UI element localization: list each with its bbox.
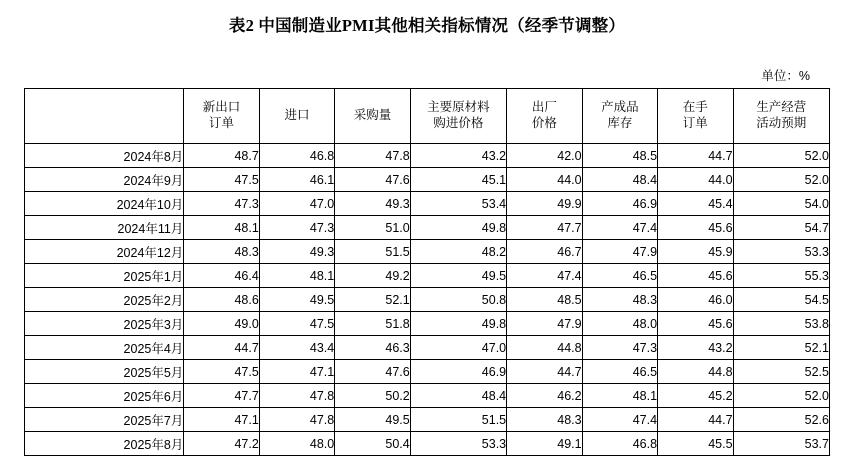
table-cell-value: 46.5 bbox=[582, 264, 657, 288]
table-cell-value: 48.1 bbox=[582, 384, 657, 408]
table-cell-value: 49.5 bbox=[410, 264, 506, 288]
table-cell-value: 48.3 bbox=[582, 288, 657, 312]
table-row bbox=[25, 168, 830, 192]
table-cell-value: 52.0 bbox=[733, 144, 829, 168]
table-cell-value: 47.6 bbox=[335, 360, 410, 384]
column-header-finished-goods-inventory: 产成品 库存 bbox=[582, 89, 657, 144]
table-cell-value: 44.7 bbox=[658, 144, 733, 168]
row-label-month: 2025年5月 bbox=[25, 360, 184, 384]
table-row bbox=[25, 312, 830, 336]
table-cell-value: 51.5 bbox=[410, 408, 506, 432]
table-cell-value: 45.6 bbox=[658, 216, 733, 240]
table-cell-value: 44.7 bbox=[658, 408, 733, 432]
table-row bbox=[25, 384, 830, 408]
table-cell-value: 50.8 bbox=[410, 288, 506, 312]
table-cell-value: 52.0 bbox=[733, 384, 829, 408]
table-cell-value: 45.4 bbox=[658, 192, 733, 216]
row-label-month: 2025年1月 bbox=[25, 264, 184, 288]
table-cell-value: 51.5 bbox=[335, 240, 410, 264]
table-cell-value: 50.2 bbox=[335, 384, 410, 408]
table-cell-value: 45.2 bbox=[658, 384, 733, 408]
table-row bbox=[25, 216, 830, 240]
table-cell-value: 55.3 bbox=[733, 264, 829, 288]
table-cell-value: 45.6 bbox=[658, 264, 733, 288]
table-cell-value: 48.5 bbox=[507, 288, 582, 312]
table-cell-value: 47.1 bbox=[184, 408, 259, 432]
table-cell-value: 47.7 bbox=[507, 216, 582, 240]
column-header-output-prices: 出厂 价格 bbox=[507, 89, 582, 144]
table-cell-value: 54.7 bbox=[733, 216, 829, 240]
table-header-row bbox=[25, 89, 830, 144]
table-row bbox=[25, 360, 830, 384]
table-cell-value: 49.5 bbox=[259, 288, 334, 312]
table-cell-value: 44.7 bbox=[184, 336, 259, 360]
table-cell-value: 47.7 bbox=[184, 384, 259, 408]
table-cell-value: 48.5 bbox=[582, 144, 657, 168]
table-cell-value: 49.3 bbox=[335, 192, 410, 216]
table-cell-value: 49.9 bbox=[507, 192, 582, 216]
table-cell-value: 45.6 bbox=[658, 312, 733, 336]
table-cell-value: 47.8 bbox=[259, 384, 334, 408]
table-cell-value: 53.7 bbox=[733, 432, 829, 456]
table-cell-value: 48.4 bbox=[582, 168, 657, 192]
table-cell-value: 48.0 bbox=[582, 312, 657, 336]
table-cell-value: 47.8 bbox=[259, 408, 334, 432]
table-cell-value: 46.1 bbox=[259, 168, 334, 192]
table-cell-value: 48.1 bbox=[259, 264, 334, 288]
table-cell-value: 48.0 bbox=[259, 432, 334, 456]
page-title: 表2 中国制造业PMI其他相关指标情况（经季节调整） bbox=[228, 16, 626, 35]
table-cell-value: 47.2 bbox=[184, 432, 259, 456]
table-cell-value: 46.2 bbox=[507, 384, 582, 408]
table-cell-value: 49.5 bbox=[335, 408, 410, 432]
column-header-input-prices: 主要原材料 购进价格 bbox=[410, 89, 506, 144]
table-cell-value: 45.9 bbox=[658, 240, 733, 264]
table-cell-value: 47.0 bbox=[259, 192, 334, 216]
table-cell-value: 42.0 bbox=[507, 144, 582, 168]
table-cell-value: 44.8 bbox=[507, 336, 582, 360]
column-header-purchase-volume: 采购量 bbox=[335, 89, 410, 144]
table-cell-value: 49.1 bbox=[507, 432, 582, 456]
table-cell-value: 54.5 bbox=[733, 288, 829, 312]
table-cell-value: 48.3 bbox=[184, 240, 259, 264]
table-cell-value: 46.8 bbox=[259, 144, 334, 168]
table-cell-value: 52.5 bbox=[733, 360, 829, 384]
table-cell-value: 53.3 bbox=[733, 240, 829, 264]
table-cell-value: 46.9 bbox=[410, 360, 506, 384]
table-row bbox=[25, 288, 830, 312]
table-cell-value: 47.8 bbox=[335, 144, 410, 168]
table-cell-value: 47.3 bbox=[184, 192, 259, 216]
table-cell-value: 46.4 bbox=[184, 264, 259, 288]
table-cell-value: 45.1 bbox=[410, 168, 506, 192]
pmi-indicators-table bbox=[24, 88, 830, 456]
table-cell-value: 48.4 bbox=[410, 384, 506, 408]
table-row bbox=[25, 192, 830, 216]
table-cell-value: 43.2 bbox=[410, 144, 506, 168]
table-cell-value: 49.8 bbox=[410, 312, 506, 336]
row-label-month: 2024年12月 bbox=[25, 240, 184, 264]
table-cell-value: 52.0 bbox=[733, 168, 829, 192]
table-cell-value: 47.3 bbox=[582, 336, 657, 360]
table-cell-value: 49.8 bbox=[410, 216, 506, 240]
table-cell-value: 47.6 bbox=[335, 168, 410, 192]
table-cell-value: 43.4 bbox=[259, 336, 334, 360]
row-label-month: 2025年2月 bbox=[25, 288, 184, 312]
table-cell-value: 46.5 bbox=[582, 360, 657, 384]
table-cell-value: 54.0 bbox=[733, 192, 829, 216]
table-row bbox=[25, 408, 830, 432]
table-row bbox=[25, 336, 830, 360]
row-label-month: 2025年3月 bbox=[25, 312, 184, 336]
table-corner-cell bbox=[25, 89, 184, 144]
table-cell-value: 44.0 bbox=[507, 168, 582, 192]
table-cell-value: 48.7 bbox=[184, 144, 259, 168]
row-label-month: 2025年6月 bbox=[25, 384, 184, 408]
table-cell-value: 48.3 bbox=[507, 408, 582, 432]
column-header-business-expectations: 生产经营 活动预期 bbox=[733, 89, 829, 144]
table-cell-value: 53.3 bbox=[410, 432, 506, 456]
table-cell-value: 47.4 bbox=[507, 264, 582, 288]
table-row bbox=[25, 264, 830, 288]
table-cell-value: 48.6 bbox=[184, 288, 259, 312]
table-cell-value: 47.5 bbox=[184, 168, 259, 192]
column-header-imports: 进口 bbox=[259, 89, 334, 144]
table-cell-value: 49.3 bbox=[259, 240, 334, 264]
column-header-new-export-orders: 新出口 订单 bbox=[184, 89, 259, 144]
table-cell-value: 47.3 bbox=[259, 216, 334, 240]
table-cell-value: 46.8 bbox=[582, 432, 657, 456]
table-body bbox=[25, 144, 830, 456]
unit-note: 单位：% bbox=[761, 69, 810, 83]
table-cell-value: 49.2 bbox=[335, 264, 410, 288]
table-cell-value: 51.0 bbox=[335, 216, 410, 240]
table-cell-value: 50.4 bbox=[335, 432, 410, 456]
table-row bbox=[25, 144, 830, 168]
table-cell-value: 49.0 bbox=[184, 312, 259, 336]
table-row bbox=[25, 240, 830, 264]
table-cell-value: 52.1 bbox=[733, 336, 829, 360]
row-label-month: 2024年10月 bbox=[25, 192, 184, 216]
table-cell-value: 48.1 bbox=[184, 216, 259, 240]
table-cell-value: 44.7 bbox=[507, 360, 582, 384]
table-cell-value: 47.9 bbox=[582, 240, 657, 264]
table-row bbox=[25, 432, 830, 456]
row-label-month: 2025年4月 bbox=[25, 336, 184, 360]
row-label-month: 2025年8月 bbox=[25, 432, 184, 456]
table-cell-value: 46.3 bbox=[335, 336, 410, 360]
table-cell-value: 47.0 bbox=[410, 336, 506, 360]
table-cell-value: 53.8 bbox=[733, 312, 829, 336]
row-label-month: 2024年8月 bbox=[25, 144, 184, 168]
table-cell-value: 48.2 bbox=[410, 240, 506, 264]
table-cell-value: 53.4 bbox=[410, 192, 506, 216]
table-cell-value: 51.8 bbox=[335, 312, 410, 336]
table-cell-value: 43.2 bbox=[658, 336, 733, 360]
table-cell-value: 47.5 bbox=[259, 312, 334, 336]
table-cell-value: 52.6 bbox=[733, 408, 829, 432]
row-label-month: 2024年9月 bbox=[25, 168, 184, 192]
table-cell-value: 47.1 bbox=[259, 360, 334, 384]
table-cell-value: 46.0 bbox=[658, 288, 733, 312]
table-cell-value: 52.1 bbox=[335, 288, 410, 312]
table-cell-value: 46.7 bbox=[507, 240, 582, 264]
row-label-month: 2024年11月 bbox=[25, 216, 184, 240]
table-cell-value: 45.5 bbox=[658, 432, 733, 456]
table-cell-value: 47.5 bbox=[184, 360, 259, 384]
table-cell-value: 46.9 bbox=[582, 192, 657, 216]
table-cell-value: 44.0 bbox=[658, 168, 733, 192]
table-header bbox=[25, 89, 830, 144]
table-cell-value: 47.4 bbox=[582, 408, 657, 432]
row-label-month: 2025年7月 bbox=[25, 408, 184, 432]
table-cell-value: 47.9 bbox=[507, 312, 582, 336]
table-cell-value: 44.8 bbox=[658, 360, 733, 384]
table-cell-value: 47.4 bbox=[582, 216, 657, 240]
column-header-backlog-orders: 在手 订单 bbox=[658, 89, 733, 144]
